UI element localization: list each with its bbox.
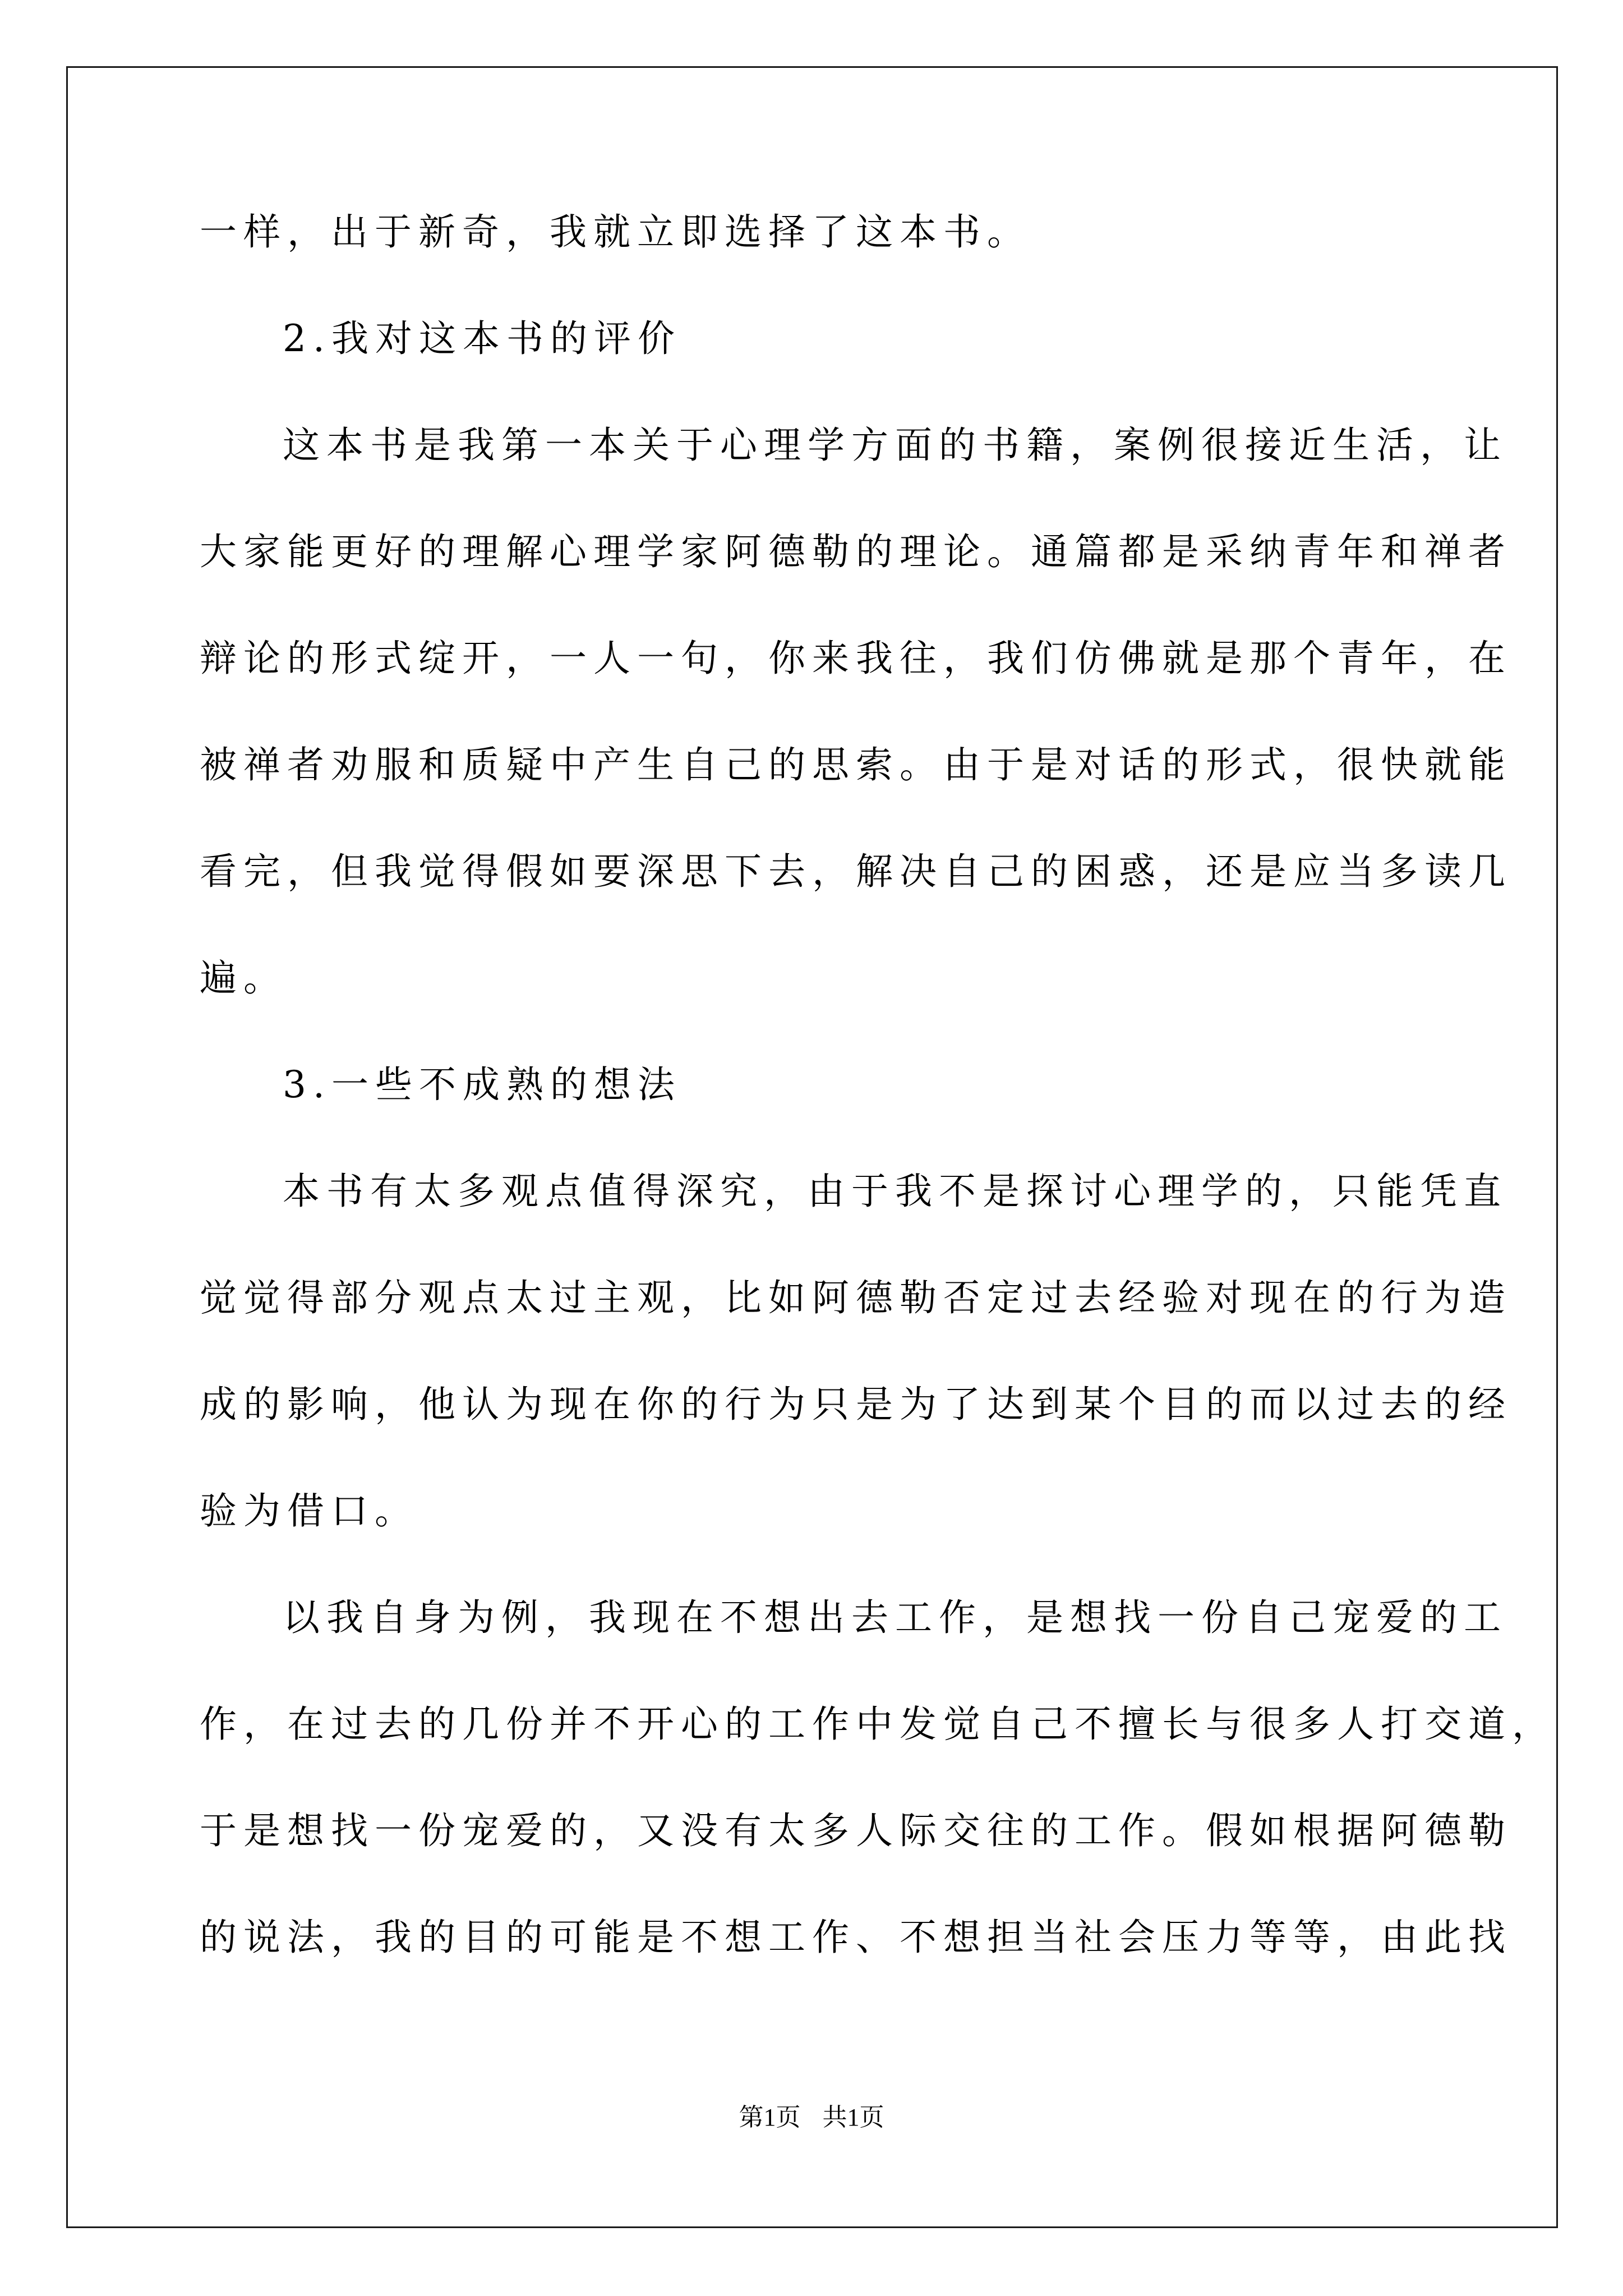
body-line: 一样，出于新奇，我就立即选择了这本书。 [200,210,1031,254]
body-line: 看完，但我觉得假如要深思下去，解决自己的困惑，还是应当多读几 [200,850,1512,893]
body-line: 以我自身为例，我现在不想出去工作，是想找一份自己宠爱的工 [283,1596,1507,1639]
page-total: 共1页 [822,2104,884,2131]
section-heading: 2.我对这本书的评价 [283,317,681,360]
body-line: 的说法，我的目的可能是不想工作、不想担当社会压力等等，由此找 [200,1916,1512,1959]
body-line: 大家能更好的理解心理学家阿德勒的理论。通篇都是采纳青年和禅者 [200,530,1512,573]
body-line: 作，在过去的几份并不开心的工作中发觉自己不擅长与很多人打交道， [200,1703,1556,1746]
page-border [66,66,1558,2228]
page-number: 第1页 [739,2104,801,2131]
section-heading: 3.一些不成熟的想法 [283,1063,681,1106]
body-line: 辩论的形式绽开，一人一句，你来我往，我们仿佛就是那个青年，在 [200,637,1512,680]
body-line: 遍。 [200,956,287,1000]
body-line: 于是想找一份宠爱的，又没有太多人际交往的工作。假如根据阿德勒 [200,1809,1512,1852]
body-line: 本书有太多观点值得深究，由于我不是探讨心理学的，只能凭直 [283,1170,1507,1213]
body-line: 验为借口。 [200,1489,418,1533]
body-line: 成的影响，他认为现在你的行为只是为了达到某个目的而以过去的经 [200,1383,1512,1426]
page-footer [0,2101,1623,2134]
body-line: 觉觉得部分观点太过主观，比如阿德勒否定过去经验对现在的行为造 [200,1276,1512,1319]
body-line: 这本书是我第一本关于心理学方面的书籍，案例很接近生活，让 [283,424,1507,467]
body-line: 被禅者劝服和质疑中产生自己的思索。由于是对话的形式，很快就能 [200,743,1512,786]
